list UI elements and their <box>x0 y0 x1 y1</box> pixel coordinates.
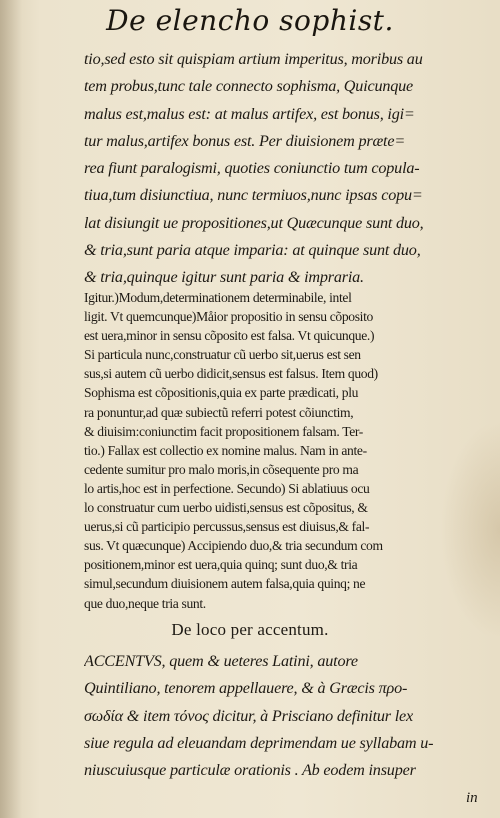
text-line: lat disiungit ue propositiones,ut Quæcunque sunt duo, <box>84 213 424 232</box>
commentary-line: que duo,neque tria sunt. <box>84 595 206 611</box>
commentary-line: lo artis,hoc est in perfectione. Secundo) Si ablatiuus ocu <box>84 480 370 496</box>
text-line: tem probus,tunc tale connecto sophisma, Quicunque <box>84 77 414 96</box>
text-line: rea fiunt paralogismi, quoties coniunctio tum copula- <box>84 159 420 178</box>
commentary-line: tio.) Fallax est collectio ex nomine malus. Nam in ante- <box>84 442 367 458</box>
catchword: in <box>466 790 478 806</box>
commentary-line: lo construatur cum uerbo uidisti,sensus est cõpositus, & <box>84 500 368 516</box>
text-block-main <box>84 46 482 292</box>
commentary-line: ligit. Vt quemcunque)Måior propositio in sensu cõposito <box>84 309 373 325</box>
commentary-block <box>84 288 482 613</box>
commentary-line: est uera,minor in sensu cõposito est falsa. Vt quicunque.) <box>84 328 375 344</box>
commentary-line: sus. Vt quæcunque) Accipiendo duo,& tria secundum com <box>84 538 383 554</box>
text-line: ACCENTVS, quem & ueteres Latini, autore <box>84 652 358 670</box>
commentary-line: uerus,si cũ participio percussus,sensus est diuisus,& fal- <box>84 519 370 535</box>
commentary-line: simul,secundum diuisionem autem falsa,quia quinq; ne <box>84 576 366 592</box>
running-head: De elencho sophist. <box>106 4 394 37</box>
text-line: siue regula ad eleuandam deprimendam ue syllabam u- <box>84 733 434 752</box>
commentary-line: Sophisma est cõpositionis,quia ex parte prædicati, plu <box>84 385 359 401</box>
gutter-shadow <box>0 0 22 818</box>
commentary-line: ra ponuntur,ad quæ subiectũ referri potest cõiunctim, <box>84 404 354 420</box>
commentary-line: positionem,minor est uera,quia quinq; sunt duo,& tria <box>84 557 358 573</box>
commentary-line: Si particula nunc,construatur cũ uerbo sit,uerus est sen <box>84 347 361 363</box>
commentary-line: cedente sumitur pro malo moris,in cõsequente pro ma <box>84 461 359 477</box>
commentary-line: & diuisim:coniunctim facit propositionem falsam. Ter- <box>84 423 363 439</box>
text-block-accent <box>84 648 482 784</box>
text-line: tur malus,artifex bonus est. Per diuisionem præte= <box>84 131 406 150</box>
text-line: Quintiliano, tenorem appellauere, & à Græcis προ- <box>84 679 408 698</box>
text-line: niuscuiusque particulæ orationis . Ab eodem insuper <box>84 761 416 780</box>
text-line: malus est,malus est: at malus artifex, est bonus, igi= <box>84 104 415 123</box>
commentary-line: sus,si autem cũ uerbo didicit,sensus est falsus. Item quod) <box>84 366 378 382</box>
text-line: tiua,tum disiunctiua, nunc termiuos,nunc ipsas copu= <box>84 186 423 205</box>
text-line: & tria,sunt paria atque imparia: at quinque sunt duo, <box>84 241 421 260</box>
commentary-line: Igitur.)Modum,determinationem determinabile, intel <box>84 290 352 305</box>
section-heading: De loco per accentum. <box>171 620 329 639</box>
text-line: & tria,quinque igitur sunt paria & impraria. <box>84 268 364 287</box>
text-line: σωδία & item τόνος dicitur, à Prisciano definitur lex <box>84 706 413 725</box>
text-line: tio,sed esto sit quispiam artium imperitus, moribus au <box>84 50 423 68</box>
